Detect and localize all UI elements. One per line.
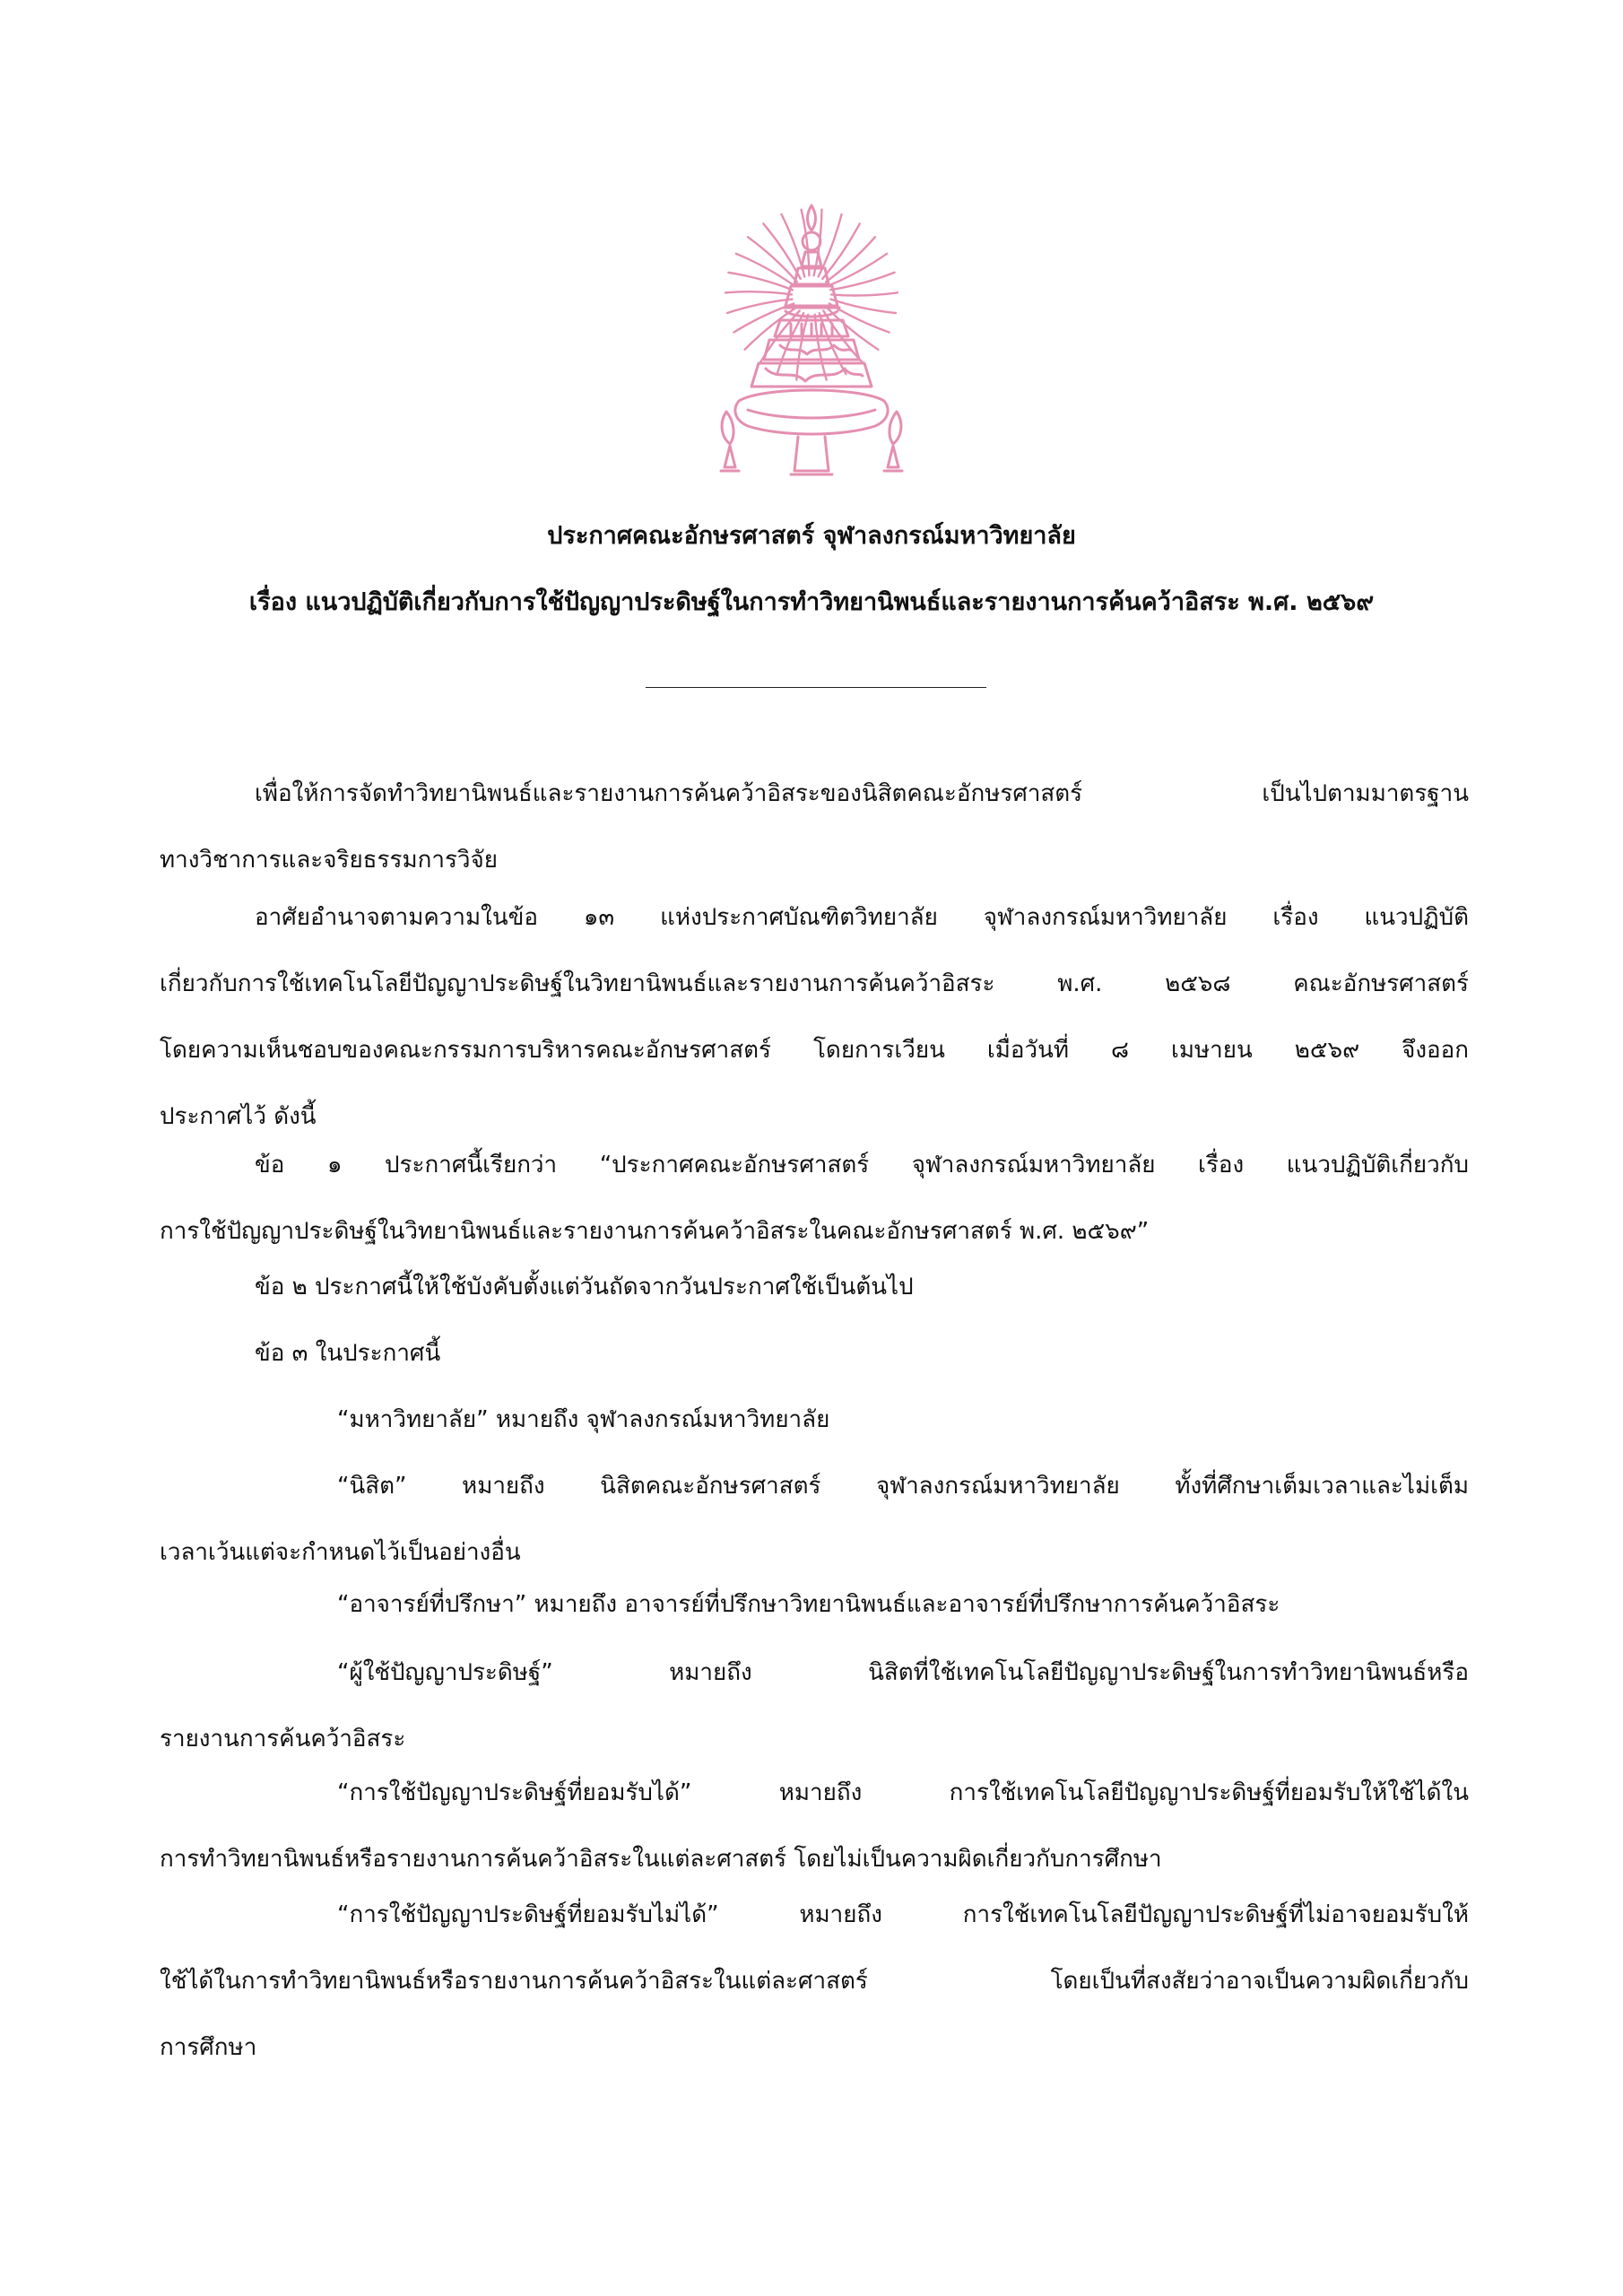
paragraph-line: “มหาวิทยาลัย” หมายถึง จุฬาลงกรณ์มหาวิทยาลัย bbox=[337, 1406, 830, 1433]
definition-student bbox=[160, 1453, 1469, 1586]
paragraph-authority bbox=[160, 884, 1469, 1150]
paragraph-line: “การใช้ปัญญาประดิษฐ์ที่ยอมรับไม่ได้” หมายถึง การใช้เทคโนโลยีปัญญาประดิษฐ์ที่ไม่อาจยอมรับให้ bbox=[337, 1901, 1469, 1928]
paragraph-line: อาศัยอำนาจตามความในข้อ ๑๓ แห่งประกาศบัณฑิตวิทยาลัย จุฬาลงกรณ์มหาวิทยาลัย เรื่อง แนวปฏิบัติ bbox=[255, 904, 1469, 931]
announcement-title: ประกาศคณะอักษรศาสตร์ จุฬาลงกรณ์มหาวิทยาลัย bbox=[547, 522, 1076, 550]
paragraph-line: ข้อ ๒ ประกาศนี้ให้ใช้บังคับตั้งแต่วันถัดจากวันประกาศใช้เป็นต้นไป bbox=[255, 1274, 914, 1300]
emblem-ray bbox=[725, 291, 792, 294]
paragraph-line: ข้อ ๑ ประกาศนี้เรียกว่า “ประกาศคณะอักษรศาสตร์ จุฬาลงกรณ์มหาวิทยาลัย เรื่อง แนวปฏิบัติเกี่ยวกับ bbox=[255, 1152, 1469, 1178]
paragraph-line: การทำวิทยานิพนธ์หรือรายงานการค้นคว้าอิสระในแต่ละศาสตร์ โดยไม่เป็นความผิดเกี่ยวกับการศึกษา bbox=[160, 1846, 1162, 1873]
paragraph-line: การศึกษา bbox=[160, 2034, 257, 2061]
paragraph-line: ทางวิชาการและจริยธรรมการวิจัย bbox=[160, 847, 498, 874]
paragraph-line: โดยความเห็นชอบของคณะกรรมการบริหารคณะอักษรศาสตร์ โดยการเวียน เมื่อวันที่ ๘ เมษายน ๒๕๖๙ จึงออก bbox=[160, 1037, 1469, 1064]
paragraph-line: ใช้ได้ในการทำวิทยานิพนธ์หรือรายงานการค้นคว้าอิสระในแต่ละศาสตร์ โดยเป็นที่สงสัยว่าอาจเป็นความผิดเกี่ยวกับ bbox=[160, 1968, 1469, 1995]
emblem-ray bbox=[831, 292, 898, 295]
paragraph-line: “การใช้ปัญญาประดิษฐ์ที่ยอมรับได้” หมายถึง การใช้เทคโนโลยีปัญญาประดิษฐ์ที่ยอมรับให้ใช้ได้ใน bbox=[337, 1779, 1469, 1806]
paragraph-line: ข้อ ๓ ในประกาศนี้ bbox=[255, 1340, 441, 1367]
definition-unacceptable-use bbox=[160, 1882, 1469, 2081]
paragraph-line: รายงานการค้นคว้าอิสระ bbox=[160, 1726, 406, 1752]
definition-advisor bbox=[160, 1571, 1469, 1638]
definition-acceptable-use bbox=[160, 1760, 1469, 1892]
university-emblem-icon bbox=[708, 202, 915, 489]
paragraph-line: เกี่ยวกับการใช้เทคโนโลยีปัญญาประดิษฐ์ในวิทยานิพนธ์และรายงานการค้นคว้าอิสระ พ.ศ. ๒๕๖๘ คณะอักษรศาสตร์ bbox=[160, 970, 1469, 997]
definition-ai-user bbox=[160, 1639, 1469, 1772]
clause-2 bbox=[160, 1254, 1469, 1320]
announcement-subject: เรื่อง แนวปฏิบัติเกี่ยวกับการใช้ปัญญาประดิษฐ์ในการทำวิทยานิพนธ์และรายงานการค้นคว้าอิสระ พ.ศ. ๒๕๖๙ bbox=[248, 588, 1375, 616]
paragraph-line: “นิสิต” หมายถึง นิสิตคณะอักษรศาสตร์ จุฬาลงกรณ์มหาวิทยาลัย ทั้งที่ศึกษาเต็มเวลาและไม่เต็ม bbox=[337, 1473, 1469, 1500]
paragraph-purpose bbox=[160, 761, 1469, 893]
paragraph-line: เพื่อให้การจัดทำวิทยานิพนธ์และรายงานการค้นคว้าอิสระของนิสิตคณะอักษรศาสตร์ เป็นไปตามมาตรฐาน bbox=[255, 780, 1469, 807]
paragraph-line: การใช้ปัญญาประดิษฐ์ในวิทยานิพนธ์และรายงานการค้นคว้าอิสระในคณะอักษรศาสตร์ พ.ศ. ๒๕๖๙” bbox=[160, 1218, 1150, 1245]
paragraph-line: เวลาเว้นแต่จะกำหนดไว้เป็นอย่างอื่น bbox=[160, 1539, 521, 1566]
emblem-ray bbox=[728, 273, 792, 290]
clause-3 bbox=[160, 1320, 1469, 1387]
title-divider bbox=[646, 687, 986, 688]
paragraph-line: ประกาศไว้ ดังนี้ bbox=[160, 1103, 317, 1130]
clause-1 bbox=[160, 1132, 1469, 1265]
paragraph-line: “อาจารย์ที่ปรึกษา” หมายถึง อาจารย์ที่ปรึกษาวิทยานิพนธ์และอาจารย์ที่ปรึกษาการค้นคว้าอิสระ bbox=[337, 1591, 1280, 1618]
definition-university bbox=[160, 1387, 1469, 1453]
emblem-ray bbox=[727, 300, 792, 313]
paragraph-line: “ผู้ใช้ปัญญาประดิษฐ์” หมายถึง นิสิตที่ใช้เทคโนโลยีปัญญาประดิษฐ์ในการทำวิทยานิพนธ์หรือ bbox=[337, 1659, 1469, 1686]
